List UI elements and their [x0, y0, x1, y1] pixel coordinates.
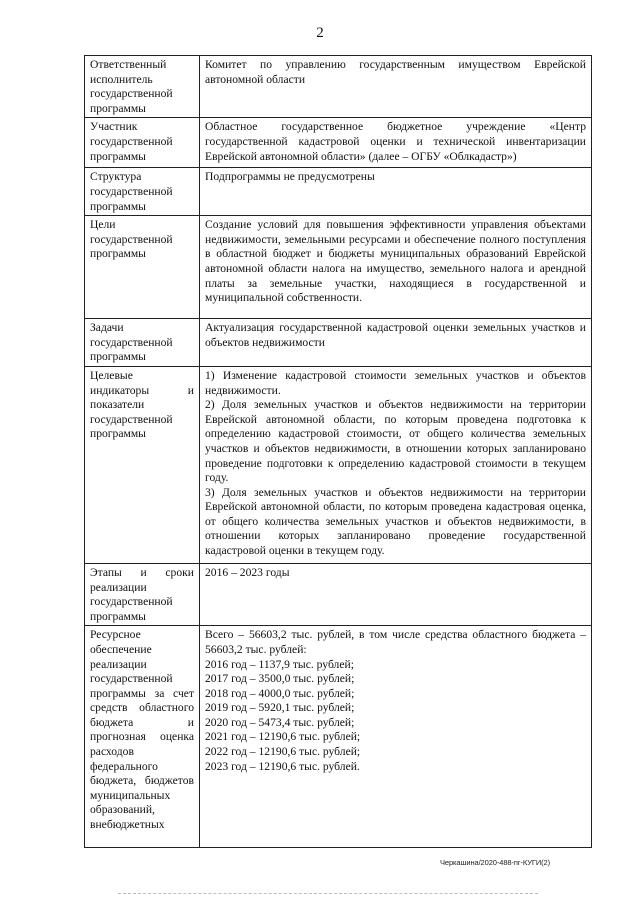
funding-line: 2016 год – 1137,9 тыс. рублей;	[205, 657, 354, 671]
value-paragraph: Создание условий для повышения эффективности управления объектами недвижимости, земельными ресурсами и обеспечение полного поступления в областной бюджет и бюджеты муниципальных образований Еврейской автономной области налога на имущество, земельного налога и арендной платы за земельные участки, находящиеся в государственной и муниципальной собственности.	[205, 218, 586, 305]
funding-line: 2018 год – 4000,0 тыс. рублей;	[205, 686, 355, 700]
row-label: Ответственный исполнитель государственной программы	[85, 56, 200, 118]
value-paragraph: Всего – 56603,2 тыс. рублей, в том числе средства областного бюджета – 56603,2 тыс. рублей:	[205, 628, 586, 656]
row-value	[200, 626, 592, 848]
row-value	[200, 168, 592, 216]
row-value	[200, 366, 592, 563]
row-value	[200, 118, 592, 168]
funding-line: 2023 год – 12190,6 тыс. рублей.	[205, 759, 360, 773]
table-row	[85, 366, 592, 563]
page-number: 2	[316, 25, 324, 41]
value-paragraph: 2016 – 2023 годы	[205, 565, 290, 579]
table-row	[85, 118, 592, 168]
funding-line: 2019 год – 5920,1 тыс. рублей;	[205, 701, 355, 715]
value-paragraph: Комитет по управлению государственным имуществом Еврейской автономной области	[205, 58, 586, 86]
row-label: Этапы и сроки реализации государственной программы	[85, 563, 200, 625]
funding-line: 2022 год – 12190,6 тыс. рублей;	[205, 745, 361, 759]
value-paragraph: 3) Доля земельных участков и объектов недвижимости на территории Еврейской автономной области, по которым проведена кадастровая оценка, от общего количества земельных участков и объектов недвижимости, в отношении которых запланировано проведение государственной кадастровой оценки в текущем году.	[205, 485, 586, 558]
table-row	[85, 319, 592, 367]
row-label: Цели государственной программы	[85, 216, 200, 319]
funding-line: 2017 год – 3500,0 тыс. рублей;	[205, 672, 355, 686]
funding-line: 2020 год – 5473,4 тыс. рублей;	[205, 715, 355, 729]
row-label: Целевые индикаторы и показатели государственной программы	[85, 366, 200, 563]
funding-line: 2021 год – 12190,6 тыс. рублей;	[205, 730, 361, 744]
row-value	[200, 216, 592, 319]
scan-edge-line	[118, 893, 538, 894]
value-paragraph: Подпрограммы не предусмотрены	[205, 170, 375, 184]
row-value	[200, 563, 592, 625]
row-label: Структура государственной программы	[85, 168, 200, 216]
table-row	[85, 563, 592, 625]
row-value	[200, 56, 592, 118]
table-row	[85, 56, 592, 118]
row-value	[200, 319, 592, 367]
document-reference: Черкашина/2020-488-пг-КУГИ(2)	[440, 858, 550, 867]
row-label: Задачи государственной программы	[85, 319, 200, 367]
row-label: Ресурсное обеспечение реализации государственной программы за счет средств областного бюджета и прогнозная оценка расходов федерального бюджета, бюджетов муниципальных образований, внебюджетных	[85, 626, 200, 848]
program-passport-table	[84, 55, 592, 848]
table-row	[85, 168, 592, 216]
table-row	[85, 216, 592, 319]
value-paragraph: 2) Доля земельных участков и объектов недвижимости на территории Еврейской автономной области, по которым проведена подготовка к определению кадастровой стоимости, от общего количества земельных участков и объектов недвижимости, в отношении которых запланировано проведение подготовки к определению кадастровой стоимости в текущем году.	[205, 398, 586, 485]
value-paragraph: Областное государственное бюджетное учреждение «Центр государственной кадастровой оценки и технической инвентаризации Еврейской автономной области» (далее – ОГБУ «Облкадастр»)	[205, 120, 586, 163]
table-row	[85, 626, 592, 848]
row-label: Участник государственной программы	[85, 118, 200, 168]
value-paragraph: Актуализация государственной кадастровой оценки земельных участков и объектов недвижимости	[205, 321, 586, 349]
value-paragraph: 1) Изменение кадастровой стоимости земельных участков и объектов недвижимости.	[205, 368, 586, 397]
